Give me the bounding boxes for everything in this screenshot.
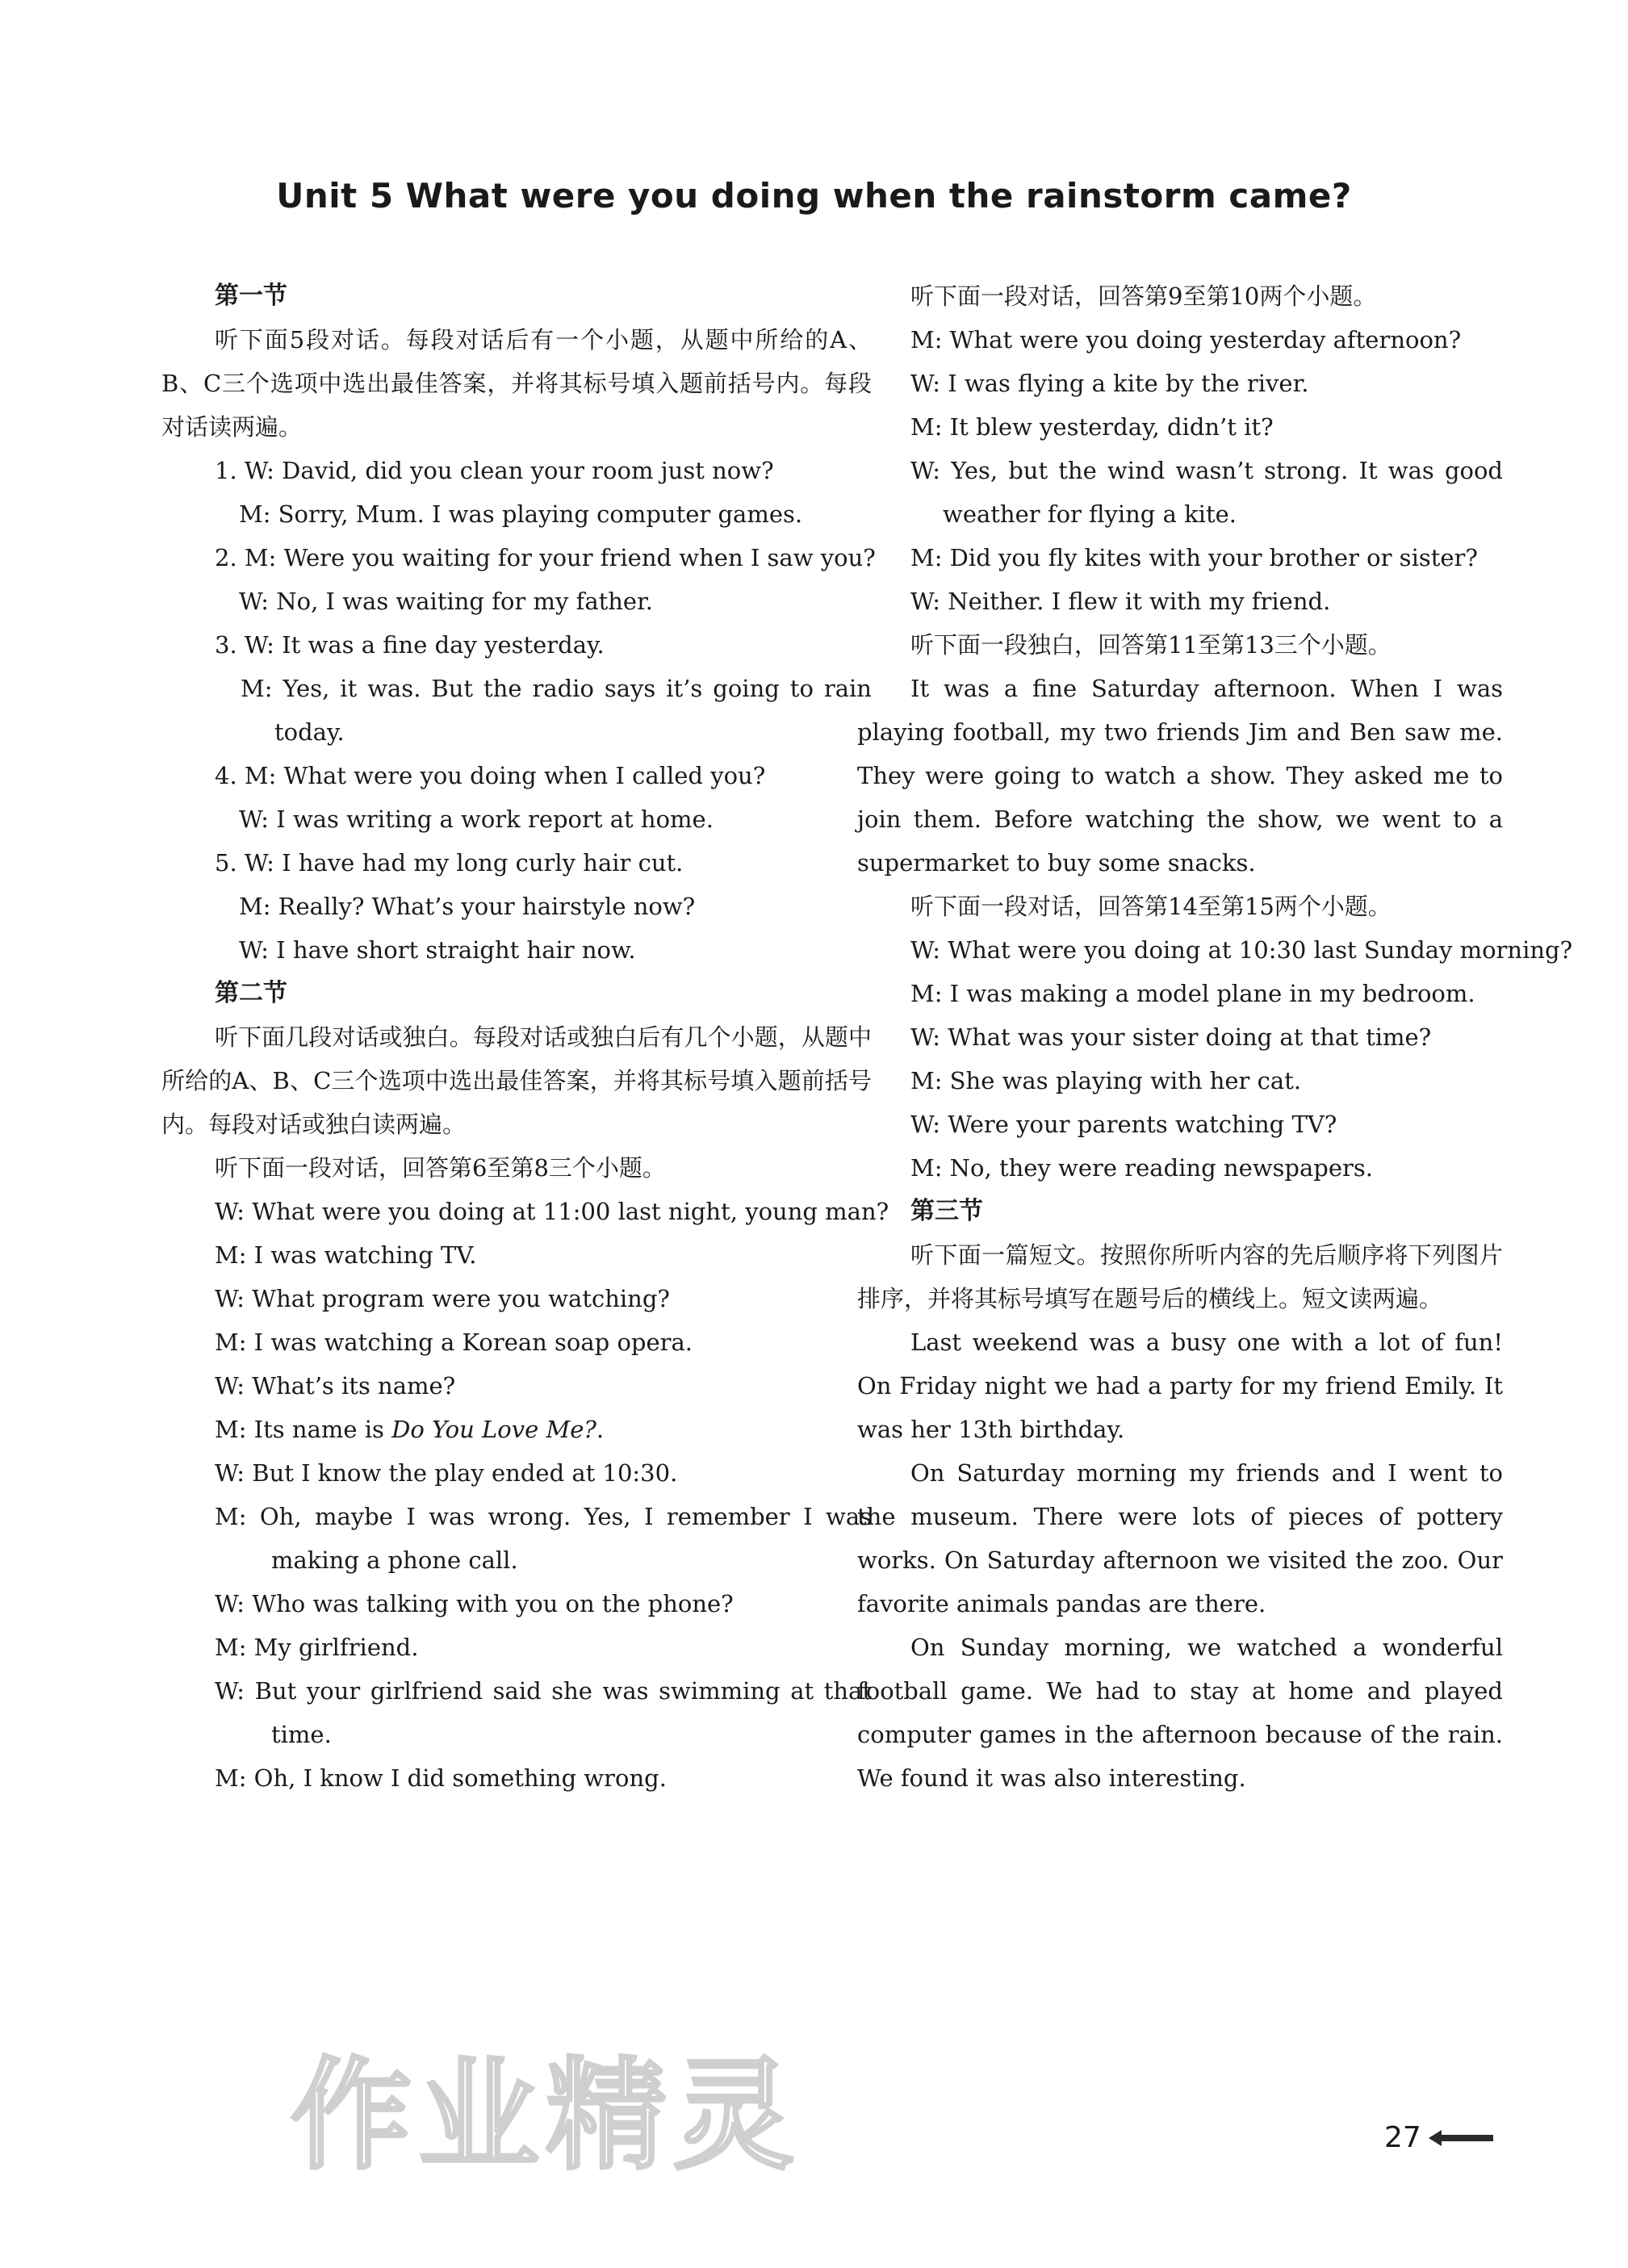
dialogue-4-m: 4. M: What were you doing when I called you? <box>215 762 766 789</box>
conversation-text: M: Its name is <box>215 1416 392 1443</box>
page-title: Unit 5 What were you doing when the rainstorm came? <box>276 176 1352 216</box>
conversation-line: W: What were you doing at 10:30 last Sunday morning? <box>910 936 1573 964</box>
questions-14-15-prompt: 听下面一段对话，回答第14至第15两个小题。 <box>910 893 1392 920</box>
right-column <box>857 274 1573 1800</box>
monologue-text: It was a fine Saturday afternoon. When I was playing football, my two friends Jim and Ben saw me. They were going to watch a show. They asked me to join them. Before watching the show, we went to a supermarket to buy some snacks. <box>857 675 1503 877</box>
passage-paragraph: On Sunday morning, we watched a wonderful football game. We had to stay at home and played computer games in the afternoon because of the rain. We found it was also interesting. <box>857 1634 1503 1792</box>
conversation-line: W: But your girlfriend said she was swimming at that time. <box>215 1677 872 1748</box>
conversation-line: M: It blew yesterday, didn’t it? <box>910 413 1274 441</box>
conversation-line: W: What program were you watching? <box>215 1285 670 1312</box>
conversation-line: M: My girlfriend. <box>215 1634 419 1661</box>
conversation-line: W: Neither. I flew it with my friend. <box>910 588 1331 615</box>
conversation-line: M: I was watching a Korean soap opera. <box>215 1329 693 1356</box>
conversation-line: M: Oh, maybe I was wrong. Yes, I remember I was making a phone call. <box>215 1503 872 1574</box>
program-title: Do You Love Me? <box>391 1416 596 1443</box>
section-3-instructions: 听下面一篇短文。按照你所听内容的先后顺序将下列图片排序，并将其标号填写在题号后的横线上。短文读两遍。 <box>857 1241 1503 1312</box>
dialogue-5-m: M: Really? What’s your hairstyle now? <box>239 893 696 920</box>
dialogue-2-m: 2. M: Were you waiting for your friend when I saw you? <box>215 544 876 571</box>
dialogue-3-m: M: Yes, it was. But the radio says it’s going to rain today. <box>241 675 872 746</box>
left-arrow-icon <box>1429 2126 1493 2150</box>
watermark-logo: 作业精灵 <box>291 2046 801 2186</box>
conversation-line: M: She was playing with her cat. <box>910 1067 1302 1094</box>
dialogue-1-w: 1. W: David, did you clean your room just now? <box>215 457 774 484</box>
conversation-line: M: What were you doing yesterday afternoon? <box>910 326 1462 354</box>
dialogue-1-m: M: Sorry, Mum. I was playing computer games. <box>239 500 803 528</box>
dialogue-4-w: W: I was writing a work report at home. <box>239 806 714 833</box>
dialogue-2-w: W: No, I was waiting for my father. <box>239 588 653 615</box>
conversation-line: W: Were your parents watching TV? <box>910 1111 1337 1138</box>
page-number: 27 <box>1384 2121 1421 2154</box>
conversation-line: M: Oh, I know I did something wrong. <box>215 1764 667 1792</box>
conversation-line: W: What’s its name? <box>215 1372 456 1400</box>
conversation-line <box>161 1408 872 1451</box>
conversation-line: W: Yes, but the wind wasn’t strong. It was good weather for flying a kite. <box>910 457 1503 528</box>
conversation-line: W: But I know the play ended at 10:30. <box>215 1459 678 1487</box>
conversation-line: W: Who was talking with you on the phone? <box>215 1590 734 1617</box>
conversation-line: M: No, they were reading newspapers. <box>910 1154 1373 1182</box>
conversation-line: M: Did you fly kites with your brother or sister? <box>910 544 1478 571</box>
section-2-heading: 第二节 <box>215 979 287 1007</box>
questions-9-10-prompt: 听下面一段对话，回答第9至第10两个小题。 <box>910 282 1377 310</box>
section-1-instructions: 听下面5段对话。每段对话后有一个小题，从题中所给的A、B、C三个选项中选出最佳答案，并将其标号填入题前括号内。每段对话读两遍。 <box>161 326 872 441</box>
section-1-heading: 第一节 <box>215 282 287 310</box>
conversation-text: . <box>596 1416 605 1443</box>
dialogue-3-w: 3. W: It was a fine day yesterday. <box>215 631 605 659</box>
conversation-line: W: What were you doing at 11:00 last night, young man? <box>215 1198 889 1225</box>
section-2-instructions: 听下面几段对话或独白。每段对话或独白后有几个小题，从题中所给的A、B、C三个选项中选出最佳答案，并将其标号填入题前括号内。每段对话或独白读两遍。 <box>161 1023 872 1138</box>
questions-6-8-prompt: 听下面一段对话，回答第6至第8三个小题。 <box>215 1154 666 1182</box>
conversation-line: M: I was watching TV. <box>215 1241 477 1269</box>
section-3-heading: 第三节 <box>910 1197 983 1225</box>
passage-paragraph: Last weekend was a busy one with a lot of fun! On Friday night we had a party for my friend Emily. It was her 13th birthday. <box>857 1329 1503 1443</box>
left-column <box>161 274 889 1800</box>
dialogue-5-w: 5. W: I have had my long curly hair cut. <box>215 849 684 877</box>
dialogue-5-w2: W: I have short straight hair now. <box>239 936 636 964</box>
conversation-line: W: I was flying a kite by the river. <box>910 370 1309 397</box>
passage-paragraph: On Saturday morning my friends and I went to the museum. There were lots of pieces of pottery works. On Saturday afternoon we visited the zoo. Our favorite animals pandas are there. <box>857 1459 1503 1617</box>
conversation-line: M: I was making a model plane in my bedroom. <box>910 980 1475 1007</box>
conversation-line: W: What was your sister doing at that time? <box>910 1023 1432 1051</box>
questions-11-13-prompt: 听下面一段独白，回答第11至第13三个小题。 <box>910 631 1392 659</box>
